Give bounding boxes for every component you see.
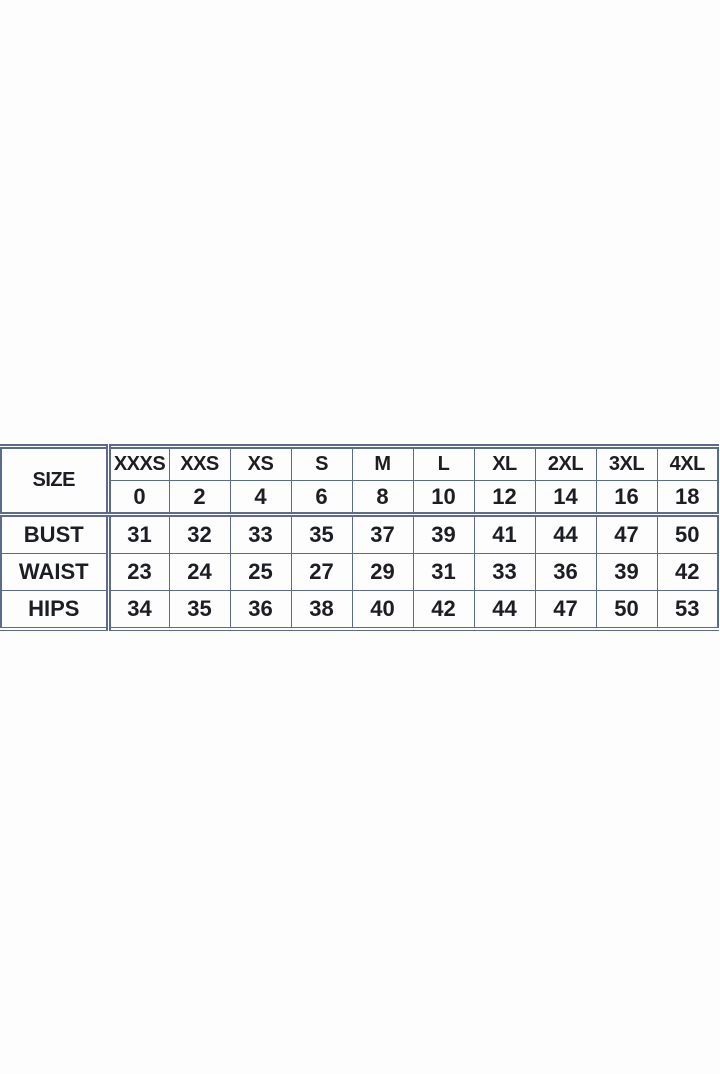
hips-value-cell: 34 — [108, 591, 169, 630]
bust-value-cell: 33 — [230, 515, 291, 554]
size-name-header: XL — [474, 447, 535, 481]
numeric-size-cell: 2 — [169, 481, 230, 515]
numeric-size-row — [1, 481, 718, 515]
numeric-size-cell: 16 — [596, 481, 657, 515]
numeric-size-cell: 8 — [352, 481, 413, 515]
waist-value-cell: 39 — [596, 554, 657, 591]
size-name-header: S — [291, 447, 352, 481]
waist-value-cell: 42 — [657, 554, 718, 591]
numeric-size-cell: 4 — [230, 481, 291, 515]
numeric-size-cell: 0 — [108, 481, 169, 515]
waist-value-cell: 25 — [230, 554, 291, 591]
numeric-size-cell: 18 — [657, 481, 718, 515]
size-name-row — [1, 447, 718, 481]
hips-value-cell: 53 — [657, 591, 718, 630]
numeric-size-cell: 12 — [474, 481, 535, 515]
hips-value-cell: 38 — [291, 591, 352, 630]
hips-row-label: HIPS — [1, 591, 108, 630]
bust-value-cell: 50 — [657, 515, 718, 554]
size-name-header: M — [352, 447, 413, 481]
size-name-header: XXXS — [108, 447, 169, 481]
bust-value-cell: 35 — [291, 515, 352, 554]
hips-value-cell: 47 — [535, 591, 596, 630]
hips-value-cell: 36 — [230, 591, 291, 630]
waist-value-cell: 27 — [291, 554, 352, 591]
waist-value-cell: 23 — [108, 554, 169, 591]
waist-value-cell: 24 — [169, 554, 230, 591]
size-name-header: 2XL — [535, 447, 596, 481]
numeric-size-cell: 6 — [291, 481, 352, 515]
bust-value-cell: 39 — [413, 515, 474, 554]
size-name-header: 4XL — [657, 447, 718, 481]
waist-value-cell: 29 — [352, 554, 413, 591]
waist-row-label: WAIST — [1, 554, 108, 591]
bust-value-cell: 41 — [474, 515, 535, 554]
bust-value-cell: 32 — [169, 515, 230, 554]
bust-value-cell: 44 — [535, 515, 596, 554]
numeric-size-cell: 14 — [535, 481, 596, 515]
waist-value-cell: 31 — [413, 554, 474, 591]
bust-value-cell: 47 — [596, 515, 657, 554]
bust-value-cell: 31 — [108, 515, 169, 554]
hips-value-cell: 50 — [596, 591, 657, 630]
size-corner-header: SIZE — [1, 447, 108, 515]
size-name-header: XS — [230, 447, 291, 481]
hips-value-cell: 42 — [413, 591, 474, 630]
hips-value-cell: 44 — [474, 591, 535, 630]
bust-value-cell: 37 — [352, 515, 413, 554]
hips-value-cell: 40 — [352, 591, 413, 630]
bust-row-label: BUST — [1, 515, 108, 554]
bust-row — [1, 515, 718, 554]
waist-row — [1, 554, 718, 591]
hips-value-cell: 35 — [169, 591, 230, 630]
size-name-header: 3XL — [596, 447, 657, 481]
size-name-header: XXS — [169, 447, 230, 481]
numeric-size-cell: 10 — [413, 481, 474, 515]
waist-value-cell: 33 — [474, 554, 535, 591]
waist-value-cell: 36 — [535, 554, 596, 591]
size-name-header: L — [413, 447, 474, 481]
hips-row — [1, 591, 718, 630]
size-chart-table — [0, 444, 719, 631]
